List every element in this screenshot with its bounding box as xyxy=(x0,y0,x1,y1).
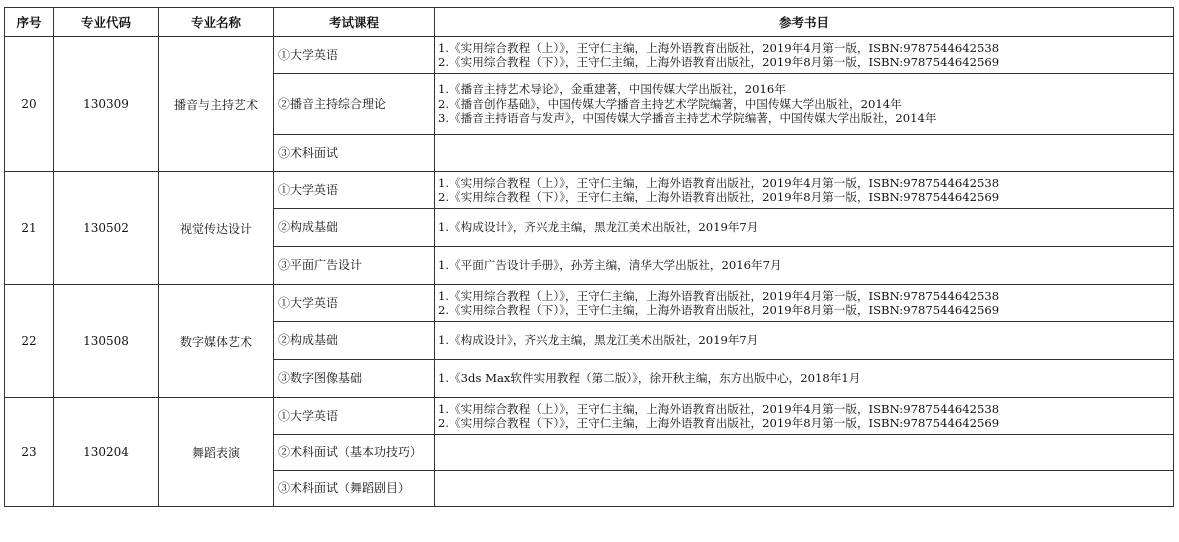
reference-books-cell xyxy=(435,322,1174,360)
table-body xyxy=(5,37,1174,507)
reference-books-cell xyxy=(435,209,1174,247)
reference-books-cell xyxy=(435,285,1174,322)
header-row xyxy=(5,8,1174,37)
reference-books-cell xyxy=(435,471,1174,507)
header-major-code: 专业代码 xyxy=(54,8,159,37)
reference-book-line: 1.《实用综合教程（上）》，王守仁主编，上海外语教育出版社，2019年4月第一版，ISBN:9787544642538 xyxy=(438,401,1000,416)
index-cell: 23 xyxy=(5,398,54,507)
reference-books-cell xyxy=(435,172,1174,209)
exam-course-cell: ③术科面试（舞蹈剧目） xyxy=(274,471,435,507)
exam-course-cell: ①大学英语 xyxy=(274,37,435,74)
reference-book-line: 1.《实用综合教程（上）》，王守仁主编，上海外语教育出版社，2019年4月第一版，ISBN:9787544642538 xyxy=(438,40,1000,55)
index-cell: 22 xyxy=(5,285,54,398)
major-code-cell: 130508 xyxy=(54,285,159,398)
reference-book-line: 2.《实用综合教程（下）》，王守仁主编，上海外语教育出版社，2019年8月第一版，ISBN:9787544642569 xyxy=(438,190,1000,204)
reference-books-cell xyxy=(435,37,1174,74)
exam-course-cell: ③平面广告设计 xyxy=(274,247,435,285)
exam-course-cell: ①大学英语 xyxy=(274,285,435,322)
header-exam-course: 考试课程 xyxy=(274,8,435,37)
reference-book-line: 2.《播音创作基础》，中国传媒大学播音主持艺术学院编著，中国传媒大学出版社，2014年 xyxy=(438,96,902,111)
reference-books-cell xyxy=(435,74,1174,135)
reference-book-line: 1.《构成设计》，齐兴龙主编，黑龙江美术出版社，2019年7月 xyxy=(438,220,759,235)
reference-book-line: 2.《实用综合教程（下）》，王守仁主编，上海外语教育出版社，2019年8月第一版，ISBN:9787544642569 xyxy=(438,416,1000,430)
exam-course-cell: ③术科面试 xyxy=(274,135,435,172)
header-major-name: 专业名称 xyxy=(159,8,274,37)
reference-book-line: 2.《实用综合教程（下）》，王守仁主编，上海外语教育出版社，2019年8月第一版，ISBN:9787544642569 xyxy=(438,303,1000,317)
reference-book-line: 3.《播音主持语音与发声》，中国传媒大学播音主持艺术学院编著，中国传媒大学出版社，2014年 xyxy=(438,111,937,126)
table-row xyxy=(5,37,1174,74)
major-code-cell: 130309 xyxy=(54,37,159,172)
reference-book-line: 1.《构成设计》，齐兴龙主编，黑龙江美术出版社，2019年7月 xyxy=(438,333,759,348)
reference-books-cell xyxy=(435,135,1174,172)
reference-book-line: 2.《实用综合教程（下）》，王守仁主编，上海外语教育出版社，2019年8月第一版，ISBN:9787544642569 xyxy=(438,55,1000,69)
reference-books-cell xyxy=(435,247,1174,285)
reference-books-cell xyxy=(435,398,1174,435)
reference-books-cell xyxy=(435,435,1174,471)
reference-books-table xyxy=(4,7,1174,507)
exam-course-cell: ③数字图像基础 xyxy=(274,360,435,398)
reference-book-line: 1.《3ds Max软件实用教程（第二版）》，徐开秋主编，东方出版中心，2018年1月 xyxy=(438,371,861,386)
major-code-cell: 130502 xyxy=(54,172,159,285)
index-cell: 21 xyxy=(5,172,54,285)
major-code-cell: 130204 xyxy=(54,398,159,507)
table-row xyxy=(5,172,1174,209)
reference-books-cell xyxy=(435,360,1174,398)
reference-book-line: 1.《实用综合教程（上）》，王守仁主编，上海外语教育出版社，2019年4月第一版，ISBN:9787544642538 xyxy=(438,175,1000,190)
major-name-cell: 舞蹈表演 xyxy=(159,398,274,507)
major-name-cell: 播音与主持艺术 xyxy=(159,37,274,172)
reference-book-line: 1.《平面广告设计手册》，孙芳主编，清华大学出版社，2016年7月 xyxy=(438,258,782,273)
header-reference-books: 参考书目 xyxy=(435,8,1174,37)
exam-course-cell: ②播音主持综合理论 xyxy=(274,74,435,135)
major-name-cell: 视觉传达设计 xyxy=(159,172,274,285)
index-cell: 20 xyxy=(5,37,54,172)
table-row xyxy=(5,398,1174,435)
exam-course-cell: ②构成基础 xyxy=(274,322,435,360)
exam-course-cell: ②构成基础 xyxy=(274,209,435,247)
major-name-cell: 数字媒体艺术 xyxy=(159,285,274,398)
exam-course-cell: ②术科面试（基本功技巧） xyxy=(274,435,435,471)
reference-book-line: 1.《实用综合教程（上）》，王守仁主编，上海外语教育出版社，2019年4月第一版，ISBN:9787544642538 xyxy=(438,288,1000,303)
exam-course-cell: ①大学英语 xyxy=(274,172,435,209)
exam-course-cell: ①大学英语 xyxy=(274,398,435,435)
table-row xyxy=(5,285,1174,322)
header-index: 序号 xyxy=(5,8,54,37)
reference-book-line: 1.《播音主持艺术导论》，金重建著，中国传媒大学出版社，2016年 xyxy=(438,82,786,97)
